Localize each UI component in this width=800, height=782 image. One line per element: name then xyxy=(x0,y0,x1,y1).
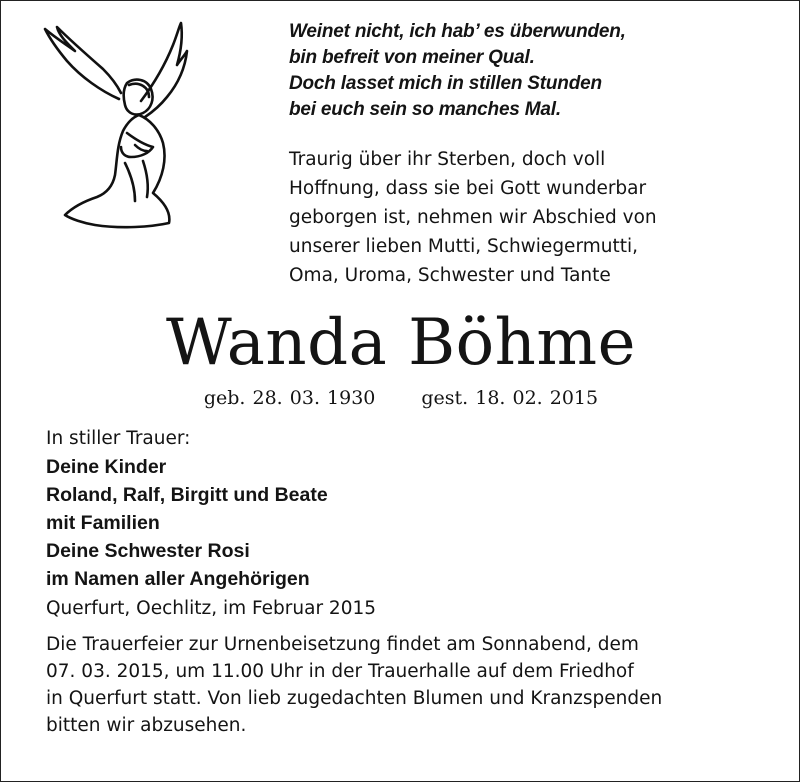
place-and-date: Querfurt, Oechlitz, im Februar 2015 xyxy=(46,598,377,619)
funeral-details xyxy=(46,631,786,739)
intro-line: geborgen ist, nehmen wir Abschied von xyxy=(289,207,657,228)
mourner-line: Roland, Ralf, Birgitt und Beate xyxy=(46,484,328,506)
funeral-line: 07. 03. 2015, um 11.00 Uhr in der Trauerhalle auf dem Friedhof xyxy=(46,661,634,682)
death-date: gest. 18. 02. 2015 xyxy=(421,387,599,409)
mourner-line: mit Familien xyxy=(46,512,160,534)
birth-date: geb. 28. 03. 1930 xyxy=(203,387,376,409)
funeral-line: bitten wir abzusehen. xyxy=(46,715,247,736)
poem-line: bin befreit von meiner Qual. xyxy=(289,47,535,68)
intro-line: unserer lieben Mutti, Schwiegermutti, xyxy=(289,236,638,257)
poem-line: bei euch sein so manches Mal. xyxy=(289,99,561,120)
mourner-line: im Namen aller Angehörigen xyxy=(46,568,310,590)
mourner-line: Deine Kinder xyxy=(46,456,167,478)
intro-line: Oma, Uroma, Schwester und Tante xyxy=(289,265,611,286)
poem xyxy=(289,19,789,123)
intro-text xyxy=(289,145,769,290)
life-dates xyxy=(1,385,800,411)
intro-line: Hoffnung, dass sie bei Gott wunderbar xyxy=(289,178,647,199)
angel-icon xyxy=(31,21,191,241)
poem-line: Doch lasset mich in stillen Stunden xyxy=(289,73,602,94)
mourners-heading: In stiller Trauer: xyxy=(46,428,191,449)
funeral-line: Die Trauerfeier zur Urnenbeisetzung findet am Sonnabend, dem xyxy=(46,634,639,655)
deceased-name: Wanda Böhme xyxy=(166,306,636,380)
poem-line: Weinet nicht, ich hab’ es überwunden, xyxy=(289,21,626,42)
mourners xyxy=(46,425,746,593)
funeral-line: in Querfurt statt. Von lieb zugedachten Blumen und Kranzspenden xyxy=(46,688,663,709)
intro-line: Traurig über ihr Sterben, doch voll xyxy=(289,149,606,170)
mourner-line: Deine Schwester Rosi xyxy=(46,540,250,562)
